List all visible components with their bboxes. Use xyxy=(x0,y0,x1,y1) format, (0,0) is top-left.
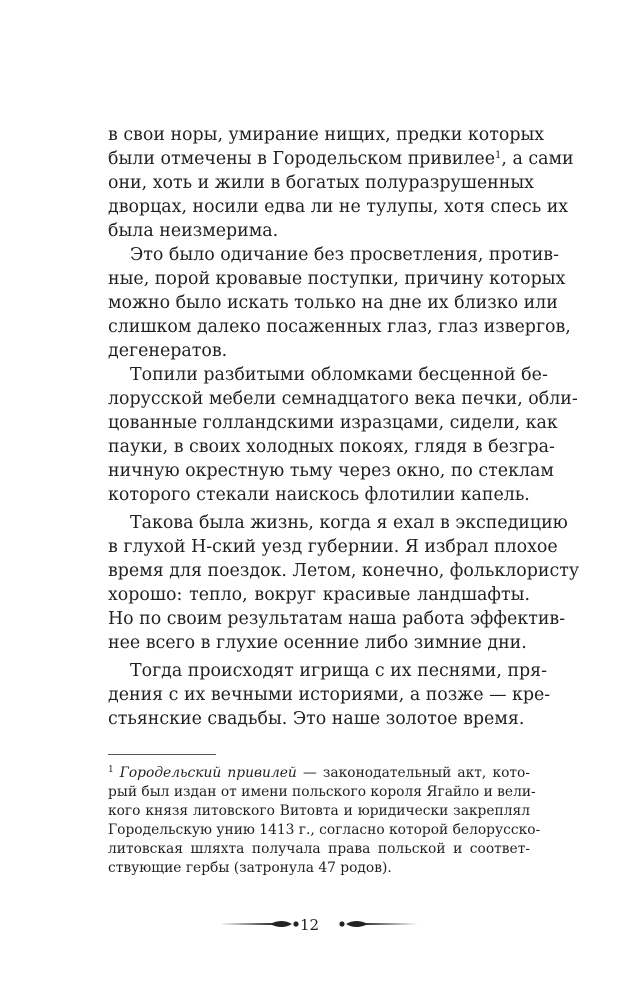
text-line-part: были отмечены в Городельском привилее xyxy=(108,149,496,169)
text-line: Но по своим результатам наша работа эффектив- xyxy=(108,609,566,629)
text-line: хорошо: тепло, вокруг красивые ландшафты. xyxy=(108,585,530,605)
footnote-line: Городельскую унию 1413 г., согласно которой белорусско- xyxy=(108,822,541,838)
text-line: пауки, в своих холодных покоях, глядя в безгра- xyxy=(108,437,555,457)
text-line: стьянские свадьбы. Это наше золотое время. xyxy=(108,709,525,729)
footnote-term: Городельский привилей xyxy=(119,765,297,781)
right-ornament-icon xyxy=(338,916,420,932)
text-line: Топили разбитыми обломками бесценной бе- xyxy=(130,365,548,385)
text-line: в глухой Н-ский уезд губернии. Я избрал плохое xyxy=(108,537,558,557)
text-line: ничную окрестную тьму через окно, по стеклам xyxy=(108,461,554,481)
footnote-divider xyxy=(108,754,216,755)
text-line: была неизмерима. xyxy=(108,221,279,241)
text-line: Такова была жизнь, когда я ехал в экспедицию xyxy=(130,513,568,533)
footnote-line: рый был издан от имени польского короля Ягайло и вели- xyxy=(108,784,536,800)
text-line: Это было одичание без просветления, против- xyxy=(130,245,559,265)
text-line: можно было искать только на дне их близко или xyxy=(108,293,558,313)
footnote-line: литовская шляхта получала права польской и соответ- xyxy=(108,841,530,857)
footnote-marker: 1 xyxy=(108,765,114,775)
footnote-text: — законодательный акт, кото- xyxy=(296,765,530,781)
text-line xyxy=(108,147,574,171)
footnote-line xyxy=(108,764,530,783)
footnote-ref: 1 xyxy=(495,150,502,161)
text-line-part: , а сами xyxy=(501,149,574,169)
text-line: они, хоть и жили в богатых полуразрушенных xyxy=(108,173,534,193)
text-line: дения с их вечными историями, а позже — кре- xyxy=(108,685,551,705)
text-line: лорусской мебели семнадцатого века печки, обли- xyxy=(108,389,578,409)
text-line: слишком далеко посаженных глаз, глаз извергов, xyxy=(108,317,571,337)
text-line: в свои норы, умирание нищих, предки которых xyxy=(108,125,545,145)
text-line: время для поездок. Летом, конечно, фольклористу xyxy=(108,561,580,581)
text-line: дегенератов. xyxy=(108,341,228,361)
page-number: 12 xyxy=(299,916,320,934)
text-line: которого стекали наискось флотилии капель. xyxy=(108,485,530,505)
text-line: ные, порой кровавые поступки, причину которых xyxy=(108,269,566,289)
footnote-line: ствующие гербы (затронула 47 родов). xyxy=(108,860,392,876)
footnote-line: кого князя литовского Витовта и юридически закреплял xyxy=(108,803,530,819)
text-line: нее всего в глухие осенние либо зимние дни. xyxy=(108,633,527,653)
text-line: дворцах, носили едва ли не тулупы, хотя спесь их xyxy=(108,197,569,217)
text-line: цованные голландскими изразцами, сидели, как xyxy=(108,413,558,433)
text-line: Тогда происходят игрища с их песнями, пря- xyxy=(130,661,548,681)
